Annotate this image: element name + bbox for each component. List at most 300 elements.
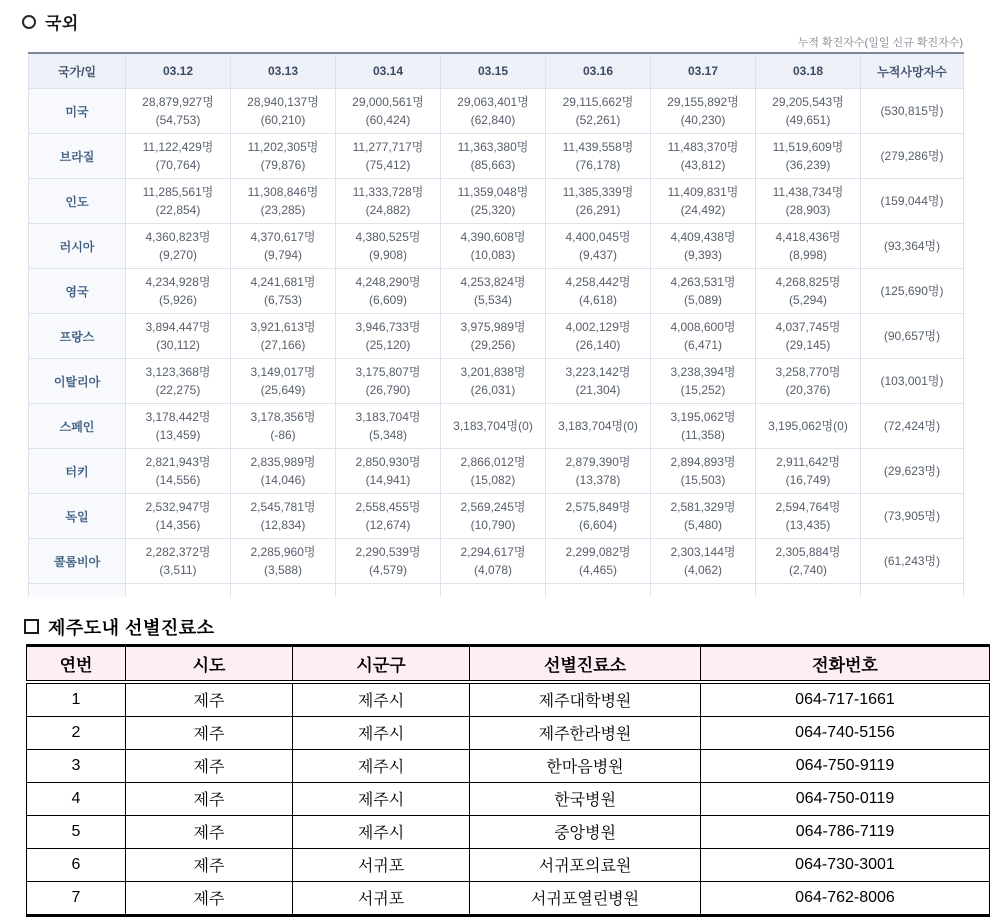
daily-count-cell: [546, 134, 651, 179]
count-line: (14,941): [365, 473, 411, 487]
daily-count-cell: [441, 449, 546, 494]
overseas-title: 국외: [45, 14, 79, 33]
phone-number: 064-740-5156: [701, 716, 990, 749]
daily-count-cell: [126, 539, 231, 584]
daily-count-cell: [126, 89, 231, 134]
count-line: (15,252): [680, 383, 726, 397]
overseas-table-note: 누적 확진자수(일일 신규 확진자수): [797, 37, 963, 49]
count-line: 2,558,455명: [355, 500, 421, 514]
count-line: 4,037,745명: [775, 320, 841, 334]
empty-cell: [651, 584, 756, 597]
count-line: (75,412): [365, 158, 411, 172]
count-line: 2,285,960명: [250, 545, 316, 559]
empty-cell: [231, 584, 336, 597]
count-line: (60,210): [260, 113, 306, 127]
count-line: 4,409,438명: [670, 230, 736, 244]
date-header: 03.12: [126, 53, 231, 89]
circle-bullet-icon: [22, 15, 36, 29]
count-line: 11,285,561명: [142, 185, 214, 199]
count-line: 2,581,329명: [670, 500, 736, 514]
phone-number: 064-750-0119: [701, 782, 990, 815]
daily-count-cell: [441, 359, 546, 404]
daily-count-cell: [126, 359, 231, 404]
count-line: (10,083): [470, 248, 516, 262]
cumulative-deaths-cell: (530,815명): [861, 89, 964, 134]
count-line: 4,390,608명: [460, 230, 526, 244]
daily-count-cell: [336, 539, 441, 584]
row-number: 1: [27, 682, 126, 717]
count-line: (28,903): [785, 203, 831, 217]
count-line: 28,940,137명: [247, 95, 319, 109]
clinics-column-header: 시도: [126, 645, 293, 682]
cumulative-deaths-cell: (90,657명): [861, 314, 964, 359]
count-line: (9,794): [263, 248, 303, 262]
count-line: 11,277,717명: [352, 140, 424, 154]
clinics-table: [26, 644, 990, 917]
: [29, 584, 126, 597]
clinic-row: [27, 782, 990, 815]
row-number: 5: [27, 815, 126, 848]
count-line: (25,120): [365, 338, 411, 352]
daily-count-cell: [231, 314, 336, 359]
daily-count-cell: [546, 494, 651, 539]
empty-cell: [336, 584, 441, 597]
count-line: 28,879,927명: [142, 95, 214, 109]
count-line: (14,046): [260, 473, 306, 487]
district: 서귀포: [293, 848, 470, 881]
count-line: (3,511): [159, 563, 197, 577]
count-line: (8,998): [788, 248, 828, 262]
country-row: [29, 134, 964, 179]
clinic-name: 한마음병원: [470, 749, 701, 782]
count-line: (36,239): [785, 158, 831, 172]
date-header: 03.18: [756, 53, 861, 89]
clinic-name: 한국병원: [470, 782, 701, 815]
clinic-row: [27, 716, 990, 749]
phone-number: 064-786-7119: [701, 815, 990, 848]
count-line: (26,291): [575, 203, 621, 217]
count-line: 4,241,681명: [250, 275, 316, 289]
daily-count-cell: [336, 494, 441, 539]
cumulative-deaths-cell: (93,364명): [861, 224, 964, 269]
count-line: (70,764): [155, 158, 201, 172]
overseas-table: [28, 52, 964, 597]
count-line: 11,363,380명: [457, 140, 529, 154]
daily-count-cell: [336, 314, 441, 359]
country-name: 이탈리아: [29, 359, 126, 404]
clinics-column-header: 시군구: [293, 645, 470, 682]
count-line: (29,145): [785, 338, 831, 352]
count-line: 2,299,082명: [565, 545, 631, 559]
daily-count-cell: [546, 359, 651, 404]
count-line: (20,376): [785, 383, 831, 397]
country-row: [29, 269, 964, 314]
empty-cell: [861, 584, 964, 597]
count-line: 11,359,048명: [457, 185, 529, 199]
count-line: (-86): [270, 428, 296, 442]
daily-count-cell: [231, 224, 336, 269]
daily-count-cell: [126, 179, 231, 224]
daily-count-cell: [336, 89, 441, 134]
daily-count-cell: [756, 314, 861, 359]
country-row: [29, 404, 964, 449]
count-line: 3,123,368명: [145, 365, 211, 379]
empty-cell: [441, 584, 546, 597]
count-line: (85,663): [470, 158, 516, 172]
daily-count-cell: [756, 89, 861, 134]
daily-count-cell: [651, 314, 756, 359]
phone-number: 064-730-3001: [701, 848, 990, 881]
daily-count-cell: [126, 404, 231, 449]
count-line: (9,437): [578, 248, 618, 262]
count-line: 3,149,017명: [250, 365, 316, 379]
count-line: 3,178,356명: [250, 410, 316, 424]
daily-count-cell: [441, 134, 546, 179]
count-line: 3,975,989명: [460, 320, 526, 334]
count-line: 3,195,062명(0): [768, 419, 848, 433]
phone-number: 064-762-8006: [701, 881, 990, 915]
daily-count-cell: [756, 539, 861, 584]
phone-number: 064-750-9119: [701, 749, 990, 782]
count-line: 2,911,642명: [775, 455, 841, 469]
district: 제주시: [293, 815, 470, 848]
clinic-row: [27, 682, 990, 717]
count-line: 11,385,339명: [562, 185, 634, 199]
count-line: (6,471): [683, 338, 723, 352]
count-line: 2,290,539명: [355, 545, 421, 559]
cumulative-deaths-cell: (125,690명): [861, 269, 964, 314]
count-line: (5,480): [683, 518, 723, 532]
count-line: (5,348): [368, 428, 408, 442]
daily-count-cell: [126, 269, 231, 314]
daily-count-cell: [126, 224, 231, 269]
count-line: 4,263,531명: [670, 275, 736, 289]
count-line: (23,285): [260, 203, 306, 217]
daily-count-cell: [126, 449, 231, 494]
daily-count-cell: [756, 269, 861, 314]
count-line: (30,112): [156, 338, 200, 352]
province: 제주: [126, 749, 293, 782]
count-line: 3,178,442명: [145, 410, 211, 424]
daily-count-cell: [126, 134, 231, 179]
count-line: 11,202,305명: [247, 140, 319, 154]
count-line: 29,000,561명: [352, 95, 424, 109]
count-line: (9,270): [158, 248, 198, 262]
count-line: 2,545,781명: [250, 500, 316, 514]
count-line: (79,876): [260, 158, 306, 172]
count-line: (15,082): [470, 473, 516, 487]
clinic-name: 제주대학병원: [470, 682, 701, 717]
count-line: (76,178): [575, 158, 621, 172]
daily-count-cell: [231, 539, 336, 584]
daily-count-cell: [336, 179, 441, 224]
district: 제주시: [293, 716, 470, 749]
country-row: [29, 539, 964, 584]
clinic-name: 제주한라병원: [470, 716, 701, 749]
daily-count-cell: [756, 224, 861, 269]
count-line: 4,360,823명: [145, 230, 211, 244]
date-header: 03.15: [441, 53, 546, 89]
daily-count-cell: [231, 494, 336, 539]
daily-count-cell: [651, 179, 756, 224]
date-header: 03.17: [651, 53, 756, 89]
count-line: 2,594,764명: [775, 500, 841, 514]
count-line: (25,649): [260, 383, 306, 397]
count-line: 2,303,144명: [670, 545, 736, 559]
daily-count-cell: [651, 269, 756, 314]
count-line: 2,282,372명: [145, 545, 211, 559]
count-line: 3,946,733명: [355, 320, 421, 334]
clinics-title: 제주도내 선별진료소: [48, 617, 215, 638]
count-line: 11,439,558명: [562, 140, 634, 154]
count-line: (13,435): [785, 518, 831, 532]
count-line: 4,370,617명: [250, 230, 316, 244]
count-line: 4,008,600명: [670, 320, 736, 334]
count-line: 3,183,704명: [355, 410, 421, 424]
clinics-column-header: 연번: [27, 645, 126, 682]
clinic-row: [27, 749, 990, 782]
cumulative-deaths-cell: (29,623명): [861, 449, 964, 494]
count-line: 3,175,807명: [355, 365, 421, 379]
province: 제주: [126, 815, 293, 848]
daily-count-cell: [756, 404, 861, 449]
count-line: (16,749): [785, 473, 831, 487]
count-line: (52,261): [575, 113, 621, 127]
district: 제주시: [293, 749, 470, 782]
daily-count-cell: [231, 404, 336, 449]
count-line: 2,532,947명: [145, 500, 211, 514]
count-line: (25,320): [470, 203, 516, 217]
daily-count-cell: [231, 179, 336, 224]
empty-cell: [126, 584, 231, 597]
count-line: 2,835,989명: [250, 455, 316, 469]
row-number: 3: [27, 749, 126, 782]
clinic-row: [27, 815, 990, 848]
count-line: (60,424): [365, 113, 411, 127]
province: 제주: [126, 848, 293, 881]
clinics-column-header: 선별진료소: [470, 645, 701, 682]
daily-count-cell: [231, 269, 336, 314]
count-line: (40,230): [680, 113, 726, 127]
count-line: 3,921,613명: [250, 320, 316, 334]
count-line: (26,790): [365, 383, 411, 397]
count-line: 4,268,825명: [775, 275, 841, 289]
count-line: 2,569,245명: [460, 500, 526, 514]
country-name: 터키: [29, 449, 126, 494]
count-line: (24,492): [680, 203, 726, 217]
country-row: [29, 314, 964, 359]
country-name: 스페인: [29, 404, 126, 449]
count-line: (43,812): [680, 158, 726, 172]
province: 제주: [126, 682, 293, 717]
country-name: 독일: [29, 494, 126, 539]
daily-count-cell: [651, 404, 756, 449]
count-line: (21,304): [575, 383, 621, 397]
count-line: 11,308,846명: [247, 185, 319, 199]
district: 제주시: [293, 782, 470, 815]
count-line: 4,258,442명: [565, 275, 631, 289]
daily-count-cell: [756, 359, 861, 404]
daily-count-cell: [651, 134, 756, 179]
partial-row: [29, 584, 964, 597]
count-line: 11,409,831명: [667, 185, 739, 199]
daily-count-cell: [336, 224, 441, 269]
count-line: 29,155,892명: [667, 95, 739, 109]
daily-count-cell: [336, 269, 441, 314]
count-line: (9,393): [683, 248, 723, 262]
count-line: 3,894,447명: [145, 320, 211, 334]
count-line: (15,503): [680, 473, 726, 487]
daily-count-cell: [336, 449, 441, 494]
country-name: 인도: [29, 179, 126, 224]
count-line: 3,183,704명(0): [558, 419, 638, 433]
daily-count-cell: [441, 314, 546, 359]
country-name: 프랑스: [29, 314, 126, 359]
count-line: (5,089): [683, 293, 723, 307]
count-line: (10,790): [470, 518, 516, 532]
count-line: (2,740): [788, 563, 828, 577]
country-row: [29, 494, 964, 539]
count-line: (11,358): [681, 428, 725, 442]
count-line: 2,894,893명: [670, 455, 736, 469]
daily-count-cell: [756, 449, 861, 494]
country-name: 러시아: [29, 224, 126, 269]
province: 제주: [126, 716, 293, 749]
count-line: (4,465): [578, 563, 618, 577]
count-line: 4,248,290명: [355, 275, 421, 289]
row-number: 6: [27, 848, 126, 881]
country-name: 미국: [29, 89, 126, 134]
square-bullet-icon: [24, 619, 39, 634]
clinic-name: 서귀포열린병원: [470, 881, 701, 915]
cumulative-deaths-cell: (103,001명): [861, 359, 964, 404]
daily-count-cell: [546, 539, 651, 584]
clinics-table-body: [27, 682, 990, 916]
row-number: 7: [27, 881, 126, 915]
count-line: (22,854): [155, 203, 201, 217]
count-line: 2,575,849명: [565, 500, 631, 514]
count-line: (54,753): [155, 113, 201, 127]
count-line: 2,294,617명: [460, 545, 526, 559]
count-line: 11,483,370명: [667, 140, 739, 154]
daily-count-cell: [546, 449, 651, 494]
clinics-heading: [24, 614, 992, 640]
date-header: 03.13: [231, 53, 336, 89]
daily-count-cell: [756, 494, 861, 539]
daily-count-cell: [441, 539, 546, 584]
count-line: 29,205,543명: [772, 95, 844, 109]
daily-count-cell: [441, 494, 546, 539]
daily-count-cell: [546, 89, 651, 134]
daily-count-cell: [441, 179, 546, 224]
count-line: (6,604): [578, 518, 618, 532]
count-line: 4,400,045명: [565, 230, 631, 244]
cumulative-deaths-cell: (73,905명): [861, 494, 964, 539]
row-number: 2: [27, 716, 126, 749]
count-line: (49,651): [785, 113, 831, 127]
count-line: 11,519,609명: [772, 140, 844, 154]
daily-count-cell: [651, 449, 756, 494]
count-line: 2,879,390명: [565, 455, 631, 469]
count-line: (4,078): [473, 563, 513, 577]
count-line: (4,062): [683, 563, 723, 577]
clinic-row: [27, 881, 990, 915]
clinic-name: 서귀포의료원: [470, 848, 701, 881]
count-line: 4,380,525명: [355, 230, 421, 244]
daily-count-cell: [546, 269, 651, 314]
daily-count-cell: [546, 224, 651, 269]
count-line: (22,275): [155, 383, 201, 397]
count-line: (12,834): [260, 518, 306, 532]
count-line: (29,256): [470, 338, 516, 352]
count-line: (26,031): [470, 383, 516, 397]
country-row: [29, 449, 964, 494]
count-line: 29,063,401명: [457, 95, 529, 109]
cumulative-deaths-cell: (61,243명): [861, 539, 964, 584]
daily-count-cell: [231, 134, 336, 179]
daily-count-cell: [441, 224, 546, 269]
district: 제주시: [293, 682, 470, 717]
country-row: [29, 179, 964, 224]
death-header: 누적사망자수: [861, 53, 964, 89]
daily-count-cell: [651, 359, 756, 404]
count-line: 2,866,012명: [460, 455, 526, 469]
daily-count-cell: [546, 179, 651, 224]
daily-count-cell: [441, 269, 546, 314]
daily-count-cell: [231, 359, 336, 404]
daily-count-cell: [336, 134, 441, 179]
daily-count-cell: [651, 494, 756, 539]
country-row: [29, 224, 964, 269]
empty-cell: [756, 584, 861, 597]
country-name: 브라질: [29, 134, 126, 179]
count-line: (6,609): [368, 293, 408, 307]
overseas-heading: [22, 9, 992, 34]
daily-count-cell: [126, 314, 231, 359]
count-line: (14,556): [155, 473, 201, 487]
count-line: (24,882): [365, 203, 411, 217]
province: 제주: [126, 881, 293, 915]
country-name: 영국: [29, 269, 126, 314]
daily-count-cell: [651, 89, 756, 134]
daily-count-cell: [231, 89, 336, 134]
country-name: 콜롬비아: [29, 539, 126, 584]
count-line: (9,908): [368, 248, 408, 262]
count-line: 4,234,928명: [145, 275, 211, 289]
count-line: 4,418,436명: [775, 230, 841, 244]
count-line: (13,459): [155, 428, 201, 442]
count-line: 29,115,662명: [562, 95, 634, 109]
overseas-table-body: [29, 89, 964, 597]
count-line: (14,356): [155, 518, 201, 532]
count-line: 3,238,394명: [670, 365, 736, 379]
overseas-header-row: [29, 53, 964, 89]
count-line: 4,002,129명: [565, 320, 631, 334]
count-line: (62,840): [470, 113, 516, 127]
clinics-column-header: 전화번호: [701, 645, 990, 682]
count-line: 11,333,728명: [352, 185, 424, 199]
daily-count-cell: [756, 134, 861, 179]
row-number: 4: [27, 782, 126, 815]
daily-count-cell: [756, 179, 861, 224]
count-line: 3,223,142명: [565, 365, 631, 379]
count-line: (4,618): [578, 293, 618, 307]
count-line: 3,258,770명: [775, 365, 841, 379]
cumulative-deaths-cell: (72,424명): [861, 404, 964, 449]
clinics-header-row: [27, 645, 990, 682]
count-line: 3,201,838명: [460, 365, 526, 379]
count-line: (27,166): [260, 338, 306, 352]
